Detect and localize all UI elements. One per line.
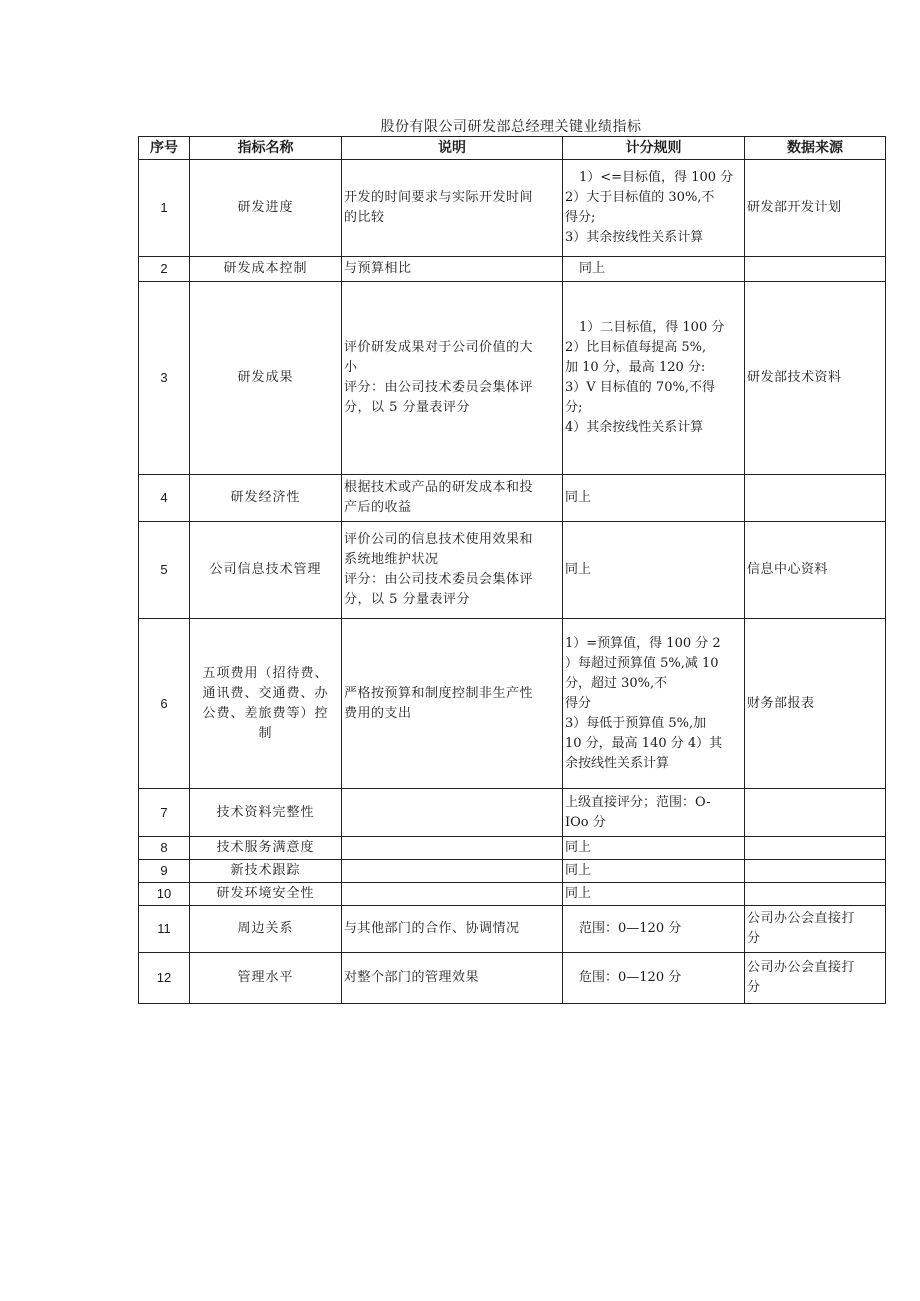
table-row [139, 257, 886, 282]
cell-data-source-line: 分 [747, 931, 761, 946]
cell-description [342, 619, 563, 789]
cell-indicator-name [190, 953, 342, 1004]
table-row [139, 522, 886, 619]
cell-description [342, 475, 563, 522]
cell-data-source-line: 公司办公会直接打 [747, 911, 856, 926]
cell-no: 3 [139, 282, 190, 475]
cell-data-source [745, 160, 886, 257]
cell-scoring-rule-line: 上级直接评分；范围：O- [565, 794, 711, 810]
cell-description-line: 小 [344, 360, 358, 375]
cell-data-source [745, 257, 886, 282]
cell-indicator-name-line: 技术服务满意度 [216, 840, 315, 855]
cell-description-line: 分，以 5 分量表评分 [344, 400, 471, 415]
cell-description [342, 282, 563, 475]
cell-no: 12 [139, 953, 190, 1004]
cell-scoring-rule-line: ）每超过预算值 5%,减 10 [565, 655, 719, 671]
cell-scoring-rule-line: 4）其余按线性关系计算 [565, 420, 704, 435]
cell-indicator-name [190, 860, 342, 883]
cell-data-source [745, 906, 886, 953]
cell-indicator-name-line: 周边关系 [237, 921, 294, 936]
table-row [139, 953, 886, 1004]
cell-indicator-name-line: 研发经济性 [230, 490, 301, 505]
cell-scoring-rule-line: 3）其余按线性关系计算 [565, 230, 704, 245]
cell-scoring-rule-line: 同上 [565, 840, 592, 855]
cell-scoring-rule-line: 3）每低于预算值 5%,加 [565, 715, 707, 731]
cell-scoring-rule-line: 加 10 分，最高 120 分: [565, 360, 706, 375]
cell-description [342, 160, 563, 257]
cell-no: 10 [139, 883, 190, 906]
cell-indicator-name-line: 新技术跟踪 [230, 863, 301, 878]
cell-description [342, 906, 563, 953]
cell-indicator-name-line: 公司信息技术管理 [209, 562, 322, 577]
cell-scoring-rule-line: 分，超过 30%,不 [565, 675, 668, 691]
cell-data-source [745, 883, 886, 906]
cell-scoring-rule-line: 范围：0—120 分 [579, 921, 682, 936]
cell-scoring-rule-line: 分; [565, 400, 583, 415]
table-body [139, 160, 886, 1004]
cell-data-source-line: 分 [747, 980, 761, 995]
cell-indicator-name-line: 技术资料完整性 [216, 804, 315, 820]
cell-data-source [745, 837, 886, 860]
cell-description-line: 评价研发成果对于公司价值的大 [344, 340, 534, 355]
cell-no: 11 [139, 906, 190, 953]
cell-indicator-name [190, 789, 342, 837]
column-header-no: 序号 [139, 137, 190, 160]
cell-scoring-rule-line: 同上 [579, 261, 606, 276]
table-row [139, 619, 886, 789]
cell-no: 2 [139, 257, 190, 282]
table-row [139, 837, 886, 860]
cell-data-source [745, 475, 886, 522]
cell-data-source-line: 信息中心资料 [747, 562, 829, 577]
cell-description [342, 883, 563, 906]
cell-scoring-rule [563, 160, 745, 257]
cell-indicator-name [190, 619, 342, 789]
cell-indicator-name-line: 研发成果 [237, 370, 294, 385]
cell-scoring-rule [563, 860, 745, 883]
cell-scoring-rule [563, 522, 745, 619]
cell-description-line: 费用的支出 [344, 705, 412, 721]
cell-indicator-name [190, 257, 342, 282]
cell-data-source [745, 522, 886, 619]
column-header-scoring-rule: 计分规则 [563, 137, 745, 160]
cell-scoring-rule [563, 282, 745, 475]
cell-scoring-rule [563, 883, 745, 906]
cell-scoring-rule-line: 1）二目标值，得 100 分 [579, 320, 725, 335]
cell-scoring-rule [563, 789, 745, 837]
cell-indicator-name [190, 522, 342, 619]
cell-scoring-rule-line: 2）大于目标值的 30%,不 [565, 190, 715, 205]
table-row [139, 475, 886, 522]
cell-indicator-name-line: 通讯费、交通费、办 [202, 685, 329, 701]
cell-data-source [745, 789, 886, 837]
cell-indicator-name-line: 管理水平 [237, 970, 294, 985]
cell-scoring-rule-line: 危围：0—120 分 [579, 970, 682, 985]
cell-description [342, 860, 563, 883]
cell-data-source-line: 公司办公会直接打 [747, 960, 856, 975]
cell-no: 7 [139, 789, 190, 837]
cell-no: 9 [139, 860, 190, 883]
cell-no: 1 [139, 160, 190, 257]
column-header-description: 说明 [342, 137, 563, 160]
cell-indicator-name-line: 研发环境安全性 [216, 886, 315, 901]
cell-description-line: 系统地维护状况 [344, 552, 439, 567]
cell-description-line: 的比较 [344, 210, 385, 225]
cell-scoring-rule [563, 475, 745, 522]
table-header-row [139, 137, 886, 160]
cell-description [342, 522, 563, 619]
cell-scoring-rule-line: 1）=预算值，得 100 分 2 [565, 635, 721, 651]
cell-scoring-rule [563, 906, 745, 953]
cell-no: 8 [139, 837, 190, 860]
cell-indicator-name [190, 906, 342, 953]
cell-description-line: 严格按预算和制度控制非生产性 [344, 685, 534, 701]
cell-indicator-name [190, 475, 342, 522]
cell-description-line: 分，以 5 分量表评分 [344, 592, 471, 607]
cell-description-line: 与预算相比 [344, 261, 412, 276]
cell-indicator-name-line: 五项费用（招待费、 [202, 665, 329, 681]
cell-indicator-name-line: 研发进度 [237, 200, 294, 215]
cell-description-line: 评分：由公司技术委员会集体评 [344, 380, 534, 395]
cell-indicator-name [190, 160, 342, 257]
cell-description-line: 开发的时间要求与实际开发时间 [344, 190, 534, 205]
cell-scoring-rule-line: 2）比目标值每提高 5%, [565, 340, 707, 355]
cell-no: 6 [139, 619, 190, 789]
cell-data-source [745, 619, 886, 789]
cell-data-source [745, 860, 886, 883]
cell-data-source [745, 953, 886, 1004]
cell-indicator-name-line: 制 [258, 725, 273, 741]
table-row [139, 282, 886, 475]
cell-indicator-name [190, 837, 342, 860]
cell-scoring-rule [563, 837, 745, 860]
cell-description [342, 953, 563, 1004]
cell-scoring-rule-line: 得分 [565, 695, 592, 711]
cell-description-line: 评分：由公司技术委员会集体评 [344, 572, 534, 587]
table-row [139, 860, 886, 883]
cell-indicator-name [190, 282, 342, 475]
cell-description-line: 对整个部门的管理效果 [344, 970, 480, 985]
cell-description-line: 与其他部门的合作、协调情况 [344, 921, 520, 936]
cell-scoring-rule-line: IOo 分 [565, 814, 606, 830]
cell-description-line: 评价公司的信息技术使用效果和 [344, 532, 534, 547]
cell-scoring-rule-line: 10 分，最高 140 分 4）其 [565, 735, 723, 751]
cell-scoring-rule-line: 1）<=目标值，得 100 分 [579, 170, 734, 185]
cell-scoring-rule-line: 余按线性关系计算 [565, 755, 670, 771]
table-row [139, 789, 886, 837]
cell-description [342, 837, 563, 860]
cell-description [342, 257, 563, 282]
column-header-name: 指标名称 [190, 137, 342, 160]
cell-indicator-name-line: 研发成本控制 [223, 261, 308, 276]
cell-scoring-rule-line: 3）V 目标值的 70%,不得 [565, 380, 715, 395]
cell-indicator-name-line: 公费、差旅费等）控 [202, 705, 329, 721]
cell-scoring-rule [563, 953, 745, 1004]
cell-description-line: 产后的收益 [344, 500, 412, 515]
column-header-data-source: 数据来源 [745, 137, 886, 160]
document-title: 股份有限公司研发部总经理关键业绩指标 [380, 119, 642, 135]
cell-data-source-line: 研发部开发计划 [747, 200, 842, 215]
cell-scoring-rule [563, 619, 745, 789]
cell-description-line: 根据技术或产品的研发成本和投 [344, 480, 534, 495]
table-row [139, 883, 886, 906]
table-row [139, 906, 886, 953]
cell-data-source-line: 研发部技术资料 [747, 370, 842, 385]
kpi-table [138, 136, 886, 1004]
cell-data-source [745, 282, 886, 475]
cell-no: 4 [139, 475, 190, 522]
cell-scoring-rule [563, 257, 745, 282]
cell-scoring-rule-line: 得分; [565, 210, 596, 225]
cell-no: 5 [139, 522, 190, 619]
cell-scoring-rule-line: 同上 [565, 490, 592, 505]
cell-data-source-line: 财务部报表 [747, 695, 815, 711]
cell-description [342, 789, 563, 837]
cell-scoring-rule-line: 同上 [565, 863, 592, 878]
table-row [139, 160, 886, 257]
cell-scoring-rule-line: 同上 [565, 886, 592, 901]
cell-indicator-name [190, 883, 342, 906]
cell-scoring-rule-line: 同上 [565, 562, 592, 577]
